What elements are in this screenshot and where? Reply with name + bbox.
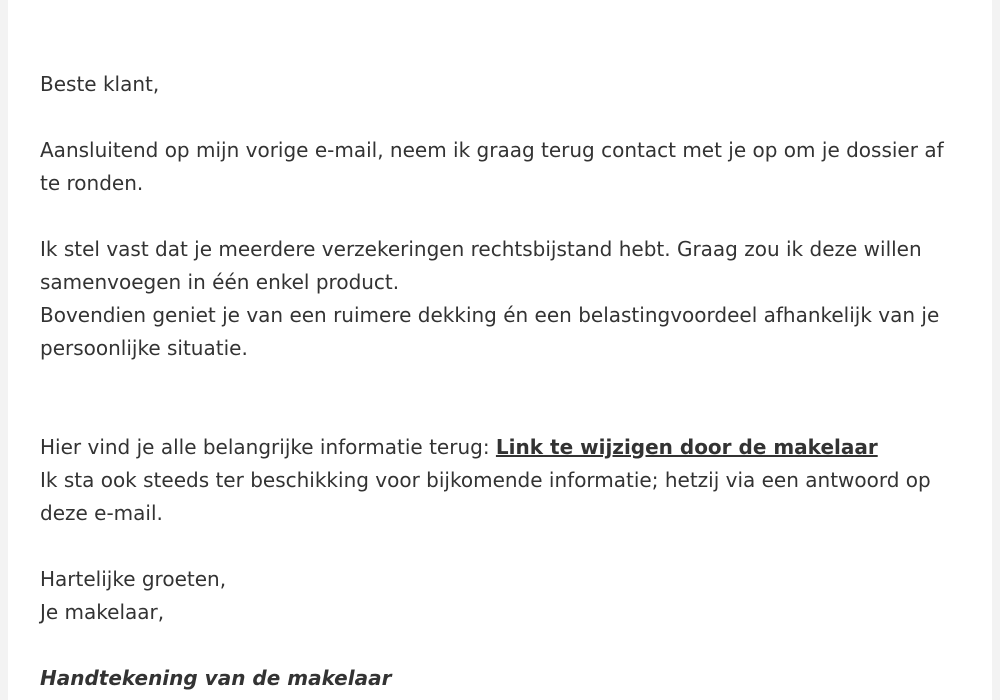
email-paragraph-info: [40, 431, 970, 464]
email-paragraph-insurances: Ik stel vast dat je meerdere verzekeringen rechtsbijstand hebt. Graag zou ik deze willen samenvoegen in één enkel product.: [40, 237, 922, 294]
info-prefix-text: Hier vind je alle belangrijke informatie terug:: [40, 435, 496, 459]
email-paragraph-availability: Ik sta ook steeds ter beschikking voor bijkomende informatie; hetzij via een antwoord op deze e-mail.: [40, 468, 931, 525]
email-closing-sender: Je makelaar,: [40, 600, 165, 624]
email-paragraph-benefits: Bovendien geniet je van een ruimere dekking én een belastingvoordeel afhankelijk van je persoonlijke situatie.: [40, 303, 940, 360]
email-container: [8, 0, 992, 700]
email-signature: Handtekening van de makelaar: [40, 666, 392, 690]
email-greeting: Beste klant,: [40, 72, 160, 96]
broker-info-link[interactable]: Link te wijzigen door de makelaar: [495, 435, 878, 459]
email-paragraph-follow-up: Aansluitend op mijn vorige e-mail, neem ik graag terug contact met je op om je dossier af te ronden.: [40, 138, 944, 195]
email-closing-greeting: Hartelijke groeten,: [40, 567, 227, 591]
